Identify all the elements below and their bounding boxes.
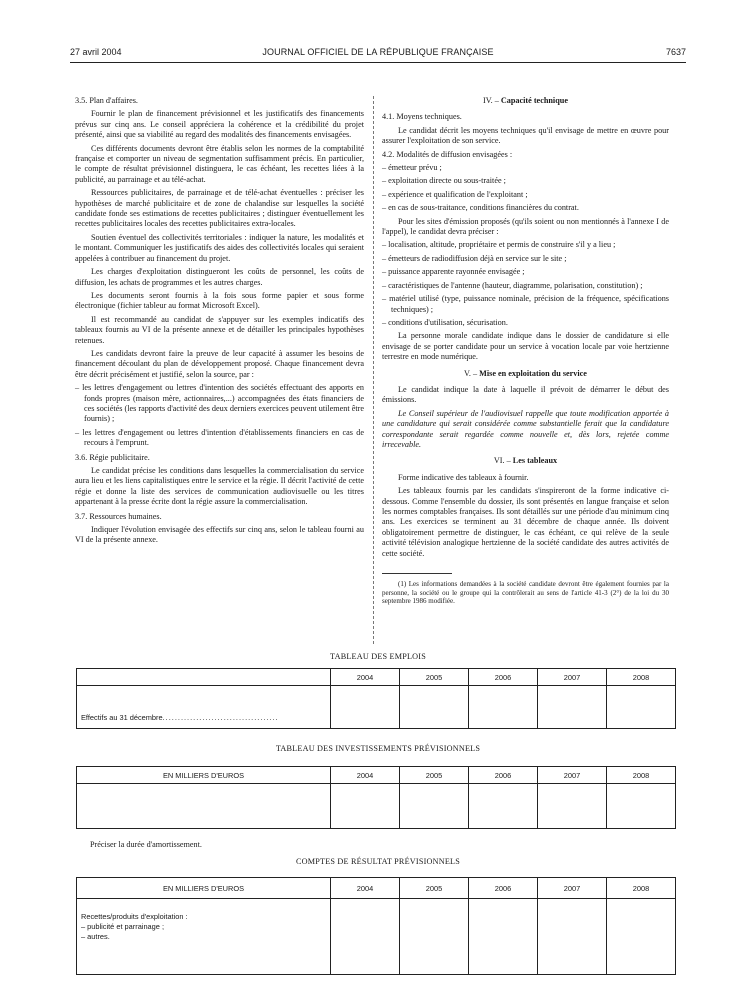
year-cell: 2007 [538, 878, 607, 899]
year-cell: 2008 [607, 669, 676, 686]
section-4-1-title: 4.1. Moyens techniques. [382, 112, 462, 122]
left-column [75, 96, 364, 549]
table-header-row [77, 669, 676, 686]
year-cell: 2006 [469, 669, 538, 686]
paragraph: Fournir le plan de financement prévisionnel et les justificatifs des financements prévus sur cinq ans. Le conseil appréciera la cohérence et la crédibilité du projet présenté, ainsi que sa viabilité au regard des modalités des financements envisagées. [75, 109, 364, 140]
paragraph: Les charges d'exploitation distingueront les coûts de personnel, les coûts de diffusion, les achats de programmes et les autres charges. [75, 267, 364, 287]
table-emplois-title: TABLEAU DES EMPLOIS [330, 652, 426, 661]
table-cell [469, 899, 538, 975]
paragraph: Ressources publicitaires, de parrainage et de télé-achat éventuelles : préciser les hypothèses de marché publicitaire et de zone de chalandise sur lesquelles la société candidate fonde ses estimations de recettes publicitaires ; distinguer éventuellement les recettes publicitaires locales des recettes publicitaires extra-locales. [75, 188, 364, 229]
header-label: EN MILLIERS D'EUROS [77, 767, 331, 784]
table-cell [469, 784, 538, 829]
dash-item: – exploitation directe ou sous-traitée ; [382, 176, 506, 186]
table-invest [76, 766, 676, 829]
right-column [382, 96, 669, 609]
paragraph: Les candidats devront faire la preuve de leur capacité à assumer les besoins de financement découlant du plan de développement proposé. Chaque financement devra être décrit précisément et justifié, selon la source, par : [75, 348, 364, 379]
header-label: EN MILLIERS D'EUROS [77, 878, 331, 899]
table-header-row [77, 878, 676, 899]
row-label: Effectifs au 31 décembre...................................... [77, 686, 331, 729]
row-label-line: Recettes/produits d'exploitation : [81, 912, 188, 921]
dash-item: – émetteur prévu ; [382, 163, 442, 173]
year-cell: 2008 [607, 767, 676, 784]
dash-item: – expérience et qualification de l'exploitant ; [382, 189, 528, 199]
section-3-6-title: 3.6. Régie publicitaire. [75, 452, 150, 462]
paragraph: Le candidat indique la date à laquelle il prévoit de démarrer le début des émissions. [382, 384, 669, 405]
heading-vi: VI. – Les tableaux [493, 456, 558, 466]
year-cell: 2008 [607, 878, 676, 899]
row-label-line: – publicité et parrainage ; [81, 922, 164, 931]
table-cell [607, 899, 676, 975]
table-cell [331, 899, 400, 975]
year-cell: 2005 [400, 878, 469, 899]
dash-item: – conditions d'utilisation, sécurisation. [382, 317, 508, 327]
year-cell: 2004 [331, 669, 400, 686]
footnote: (1) Les informations demandées à la société candidate devront être également fournies par la personne, la société ou le groupe qui la contrôlerait au sens de l'article 41-3 (2°) de la loi du 30 septembre 1986 modifiée. [382, 580, 669, 606]
table-cell [607, 686, 676, 729]
year-cell: 2004 [331, 767, 400, 784]
year-cell: 2007 [538, 669, 607, 686]
journal-title: JOURNAL OFFICIEL DE LA RÉPUBLIQUE FRANÇAISE [262, 47, 494, 57]
paragraph: Forme indicative des tableaux à fournir. [398, 472, 529, 482]
table-cell [607, 784, 676, 829]
dash-item: – en cas de sous-traitance, conditions financières du contrat. [382, 203, 579, 213]
amortization-note: Préciser la durée d'amortissement. [90, 840, 202, 849]
dash-item: – puissance apparente rayonnée envisagée ; [382, 267, 525, 277]
column-divider [373, 96, 374, 644]
paragraph-italic: Le Conseil supérieur de l'audiovisuel rappelle que toute modification apportée à une candidature qui serait considérée comme substantielle ferait que la candidature correspondante serait regardée comme nouvelle et, dès lors, rejetée comme irrecevable. [382, 408, 669, 449]
year-cell: 2006 [469, 767, 538, 784]
year-cell: 2005 [400, 767, 469, 784]
dash-item: – les lettres d'engagement ou lettres d'intention des sociétés effectuant des apports en fonds propres (maison mère, actionnaires,...) accompagnées des états financiers de ces sociétés (les rapports d'activité des deux derniers exercices peuvent utilement être fournis) ; [75, 383, 364, 424]
year-cell: 2007 [538, 767, 607, 784]
table-cell [77, 784, 331, 829]
year-cell: 2005 [400, 669, 469, 686]
table-cell [400, 899, 469, 975]
year-cell: 2006 [469, 878, 538, 899]
table-cell [469, 686, 538, 729]
table-cell [538, 686, 607, 729]
table-cell [400, 784, 469, 829]
section-3-7-title: 3.7. Ressources humaines. [75, 511, 162, 521]
page-number: 7637 [665, 47, 686, 57]
dash-item: – matériel utilisé (type, puissance nominale, précision de la fréquence, spécifications techniques) ; [382, 294, 669, 314]
table-cell [77, 669, 331, 686]
table-cell [538, 784, 607, 829]
table-row [77, 899, 676, 975]
table-row [77, 784, 676, 829]
paragraph: Le candidat précise les conditions dans lesquelles la commercialisation du service aura lieu et les liens capitalistiques entre le service et la régie. Il décrit l'activité de cette régie et donne la liste des services de communication audiovisuelle ou les titres appartenant à la presse écrite dont la régie assure la commercialisation. [75, 466, 364, 507]
dash-item: – émetteurs de radiodiffusion déjà en service sur le site ; [382, 253, 567, 263]
paragraph: Il est recommandé au candidat de s'appuyer sur les exemples indicatifs des tableaux fournis au VI de la présente annexe et de détailler les principales hypothèses retenues. [75, 314, 364, 345]
table-comptes [76, 877, 676, 975]
page-header [70, 47, 686, 61]
paragraph: Pour les sites d'émission proposés (qu'ils soient ou non mentionnés à l'annexe I de l'appel), le candidat devra préciser : [382, 216, 669, 237]
table-row [77, 686, 676, 729]
header-rule [70, 62, 686, 63]
row-label [77, 899, 331, 975]
table-cell [331, 686, 400, 729]
paragraph: Indiquer l'évolution envisagée des effectifs sur cinq ans, selon le tableau fourni au VI de la présente annexe. [75, 525, 364, 545]
header-date: 27 avril 2004 [70, 47, 122, 57]
table-comptes-title: COMPTES DE RÉSULTAT PRÉVISIONNELS [295, 857, 461, 866]
table-emplois [76, 668, 676, 729]
table-cell [331, 784, 400, 829]
row-label-line: – autres. [81, 932, 110, 941]
dash-item: – caractéristiques de l'antenne (hauteur, diagramme, polarisation, constitution) ; [382, 280, 643, 290]
paragraph: Les tableaux fournis par les candidats s'inspireront de la forme indicative ci-dessous. Comme l'ensemble du dossier, ils sont présentés en langue française et selon les normes comptables françaises. Ils sont détaillés sur une période d'au minimum cinq ans. Les exercices se terminent au 31 décembre de chaque année. Ils doivent obligatoirement permettre de distinguer, le cas échéant, ce qui relève de la seule activité télévision analogique hertzienne de la société candidate des autres activités de cette société. [382, 486, 669, 558]
section-3-5-title: 3.5. Plan d'affaires. [75, 96, 138, 105]
dash-item: – localisation, altitude, propriétaire et permis de construire s'il y a lieu ; [382, 240, 616, 250]
dash-item: – les lettres d'engagement ou lettres d'intention d'établissements financiers en cas de recours à l'emprunt. [75, 427, 364, 448]
section-4-2-title: 4.2. Modalités de diffusion envisagées : [382, 149, 513, 159]
heading-v: V. – Mise en exploitation du service [464, 368, 587, 378]
paragraph: Les documents seront fournis à la fois sous forme papier et sous forme électronique (fichier tableur au format Microsoft Excel). [75, 290, 364, 311]
paragraph: Soutien éventuel des collectivités territoriales : indiquer la nature, les modalités et le montant. Communiquer les justificatifs des aides des collectivités locales qui seraient appelées à contribuer au financement du projet. [75, 232, 364, 263]
year-cell: 2004 [331, 878, 400, 899]
paragraph: La personne morale candidate indique dans le dossier de candidature si elle envisage de se porter candidate pour un service à vocation locale par voie hertzienne terrestre en mode numérique. [382, 331, 669, 362]
table-header-row [77, 767, 676, 784]
paragraph: Le candidat décrit les moyens techniques qu'il envisage de mettre en œuvre pour assurer l'exploitation de son service. [382, 125, 669, 146]
table-cell [538, 899, 607, 975]
table-invest-title: TABLEAU DES INVESTISSEMENTS PRÉVISIONNELS [275, 744, 481, 753]
paragraph: Ces différents documents devront être établis selon les normes de la comptabilité française et comporter un niveau de segmentation suffisamment précis. En particulier, le compte de résultat prévisionnel distinguera, le cas échéant, les recettes liées à la publicité, au parrainage et au télé-achat. [75, 143, 364, 184]
table-cell [400, 686, 469, 729]
heading-iv: IV. – Capacité technique [483, 96, 568, 105]
footnote-rule [382, 573, 452, 574]
